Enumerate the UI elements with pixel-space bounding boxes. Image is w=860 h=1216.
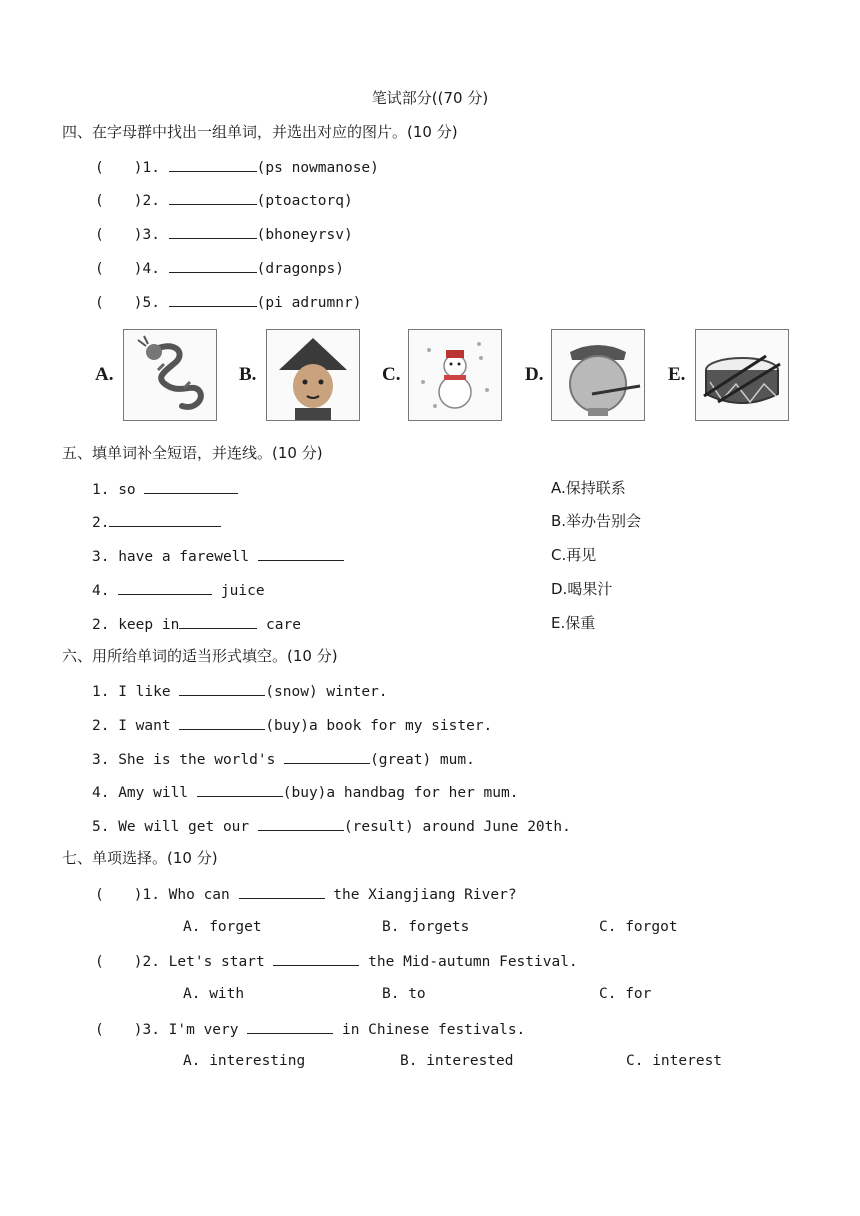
letter-group: (pi adrumnr) [256,295,362,311]
answer-blank[interactable] [169,156,257,172]
s7-q2-option-b[interactable]: B. to [382,986,426,1002]
sentence-text: 3. She is the world's [92,752,285,768]
boy-with-hat-icon [266,329,360,421]
sentence-text: (buy)a handbag for her mum. [282,785,519,801]
answer-paren[interactable]: ( [95,887,104,903]
question-text: )3. I'm very [133,1022,248,1038]
question-text: the Mid-autumn Festival. [359,954,578,970]
s6-item-5 [92,815,571,837]
s7-q3-option-b[interactable]: B. interested [400,1053,514,1069]
s5-meaning-d[interactable]: D.喝果汁 [551,580,613,598]
answer-paren[interactable]: ( [95,954,104,970]
snowman-icon [408,329,502,421]
page-title: 笔试部分((70 分) [371,89,489,107]
item-number: )4. [133,261,160,277]
s7-question-3 [95,1018,525,1040]
s4-item-1 [95,156,379,178]
answer-blank[interactable] [258,545,344,561]
sentence-text: 1. I like [92,684,180,700]
answer-blank[interactable] [284,748,370,764]
s7-q3-option-a[interactable]: A. interesting [183,1053,306,1069]
item-number: )5. [133,295,160,311]
answer-blank[interactable] [169,189,257,205]
picture-label-d: D. [525,364,544,385]
s5-meaning-a[interactable]: A.保持联系 [551,479,626,497]
answer-paren: ( [95,227,104,243]
answer-blank[interactable] [179,680,265,696]
phrase-text: 2. keep in [92,617,180,633]
answer-blank[interactable] [169,223,257,239]
s5-phrase-1 [92,478,238,500]
s5-meaning-c[interactable]: C.再见 [551,546,597,564]
question-text: )2. Let's start [133,954,274,970]
sentence-text: (result) around June 20th. [343,819,571,835]
answer-blank[interactable] [197,781,283,797]
letter-group: (ps nowmanose) [256,160,379,176]
section-7-heading: 七、单项选择。(10 分) [62,849,218,867]
letter-group: (dragonps) [256,261,344,277]
sentence-text: 5. We will get our [92,819,258,835]
letter-group: (ptoactorq) [256,193,353,209]
answer-blank[interactable] [179,714,265,730]
section-6-heading: 六、用所给单词的适当形式填空。(10 分) [62,647,338,665]
answer-paren[interactable]: ( [95,1022,104,1038]
s6-item-2 [92,714,492,736]
phrase-text: 4. [92,583,119,599]
phrase-text: 2. [92,515,110,531]
sentence-text: (buy)a book for my sister. [265,718,493,734]
sentence-text: (great) mum. [370,752,475,768]
section-4-heading: 四、在字母群中找出一组单词，并选出对应的图片。(10 分) [62,123,458,141]
s7-q1-option-a[interactable]: A. forget [183,919,262,935]
phrase-text: 1. so [92,482,145,498]
answer-blank[interactable] [169,257,257,273]
item-number: )2. [133,193,160,209]
answer-blank[interactable] [109,511,221,527]
s7-q2-option-c[interactable]: C. for [599,986,652,1002]
s5-phrase-2 [92,511,221,533]
s7-question-1 [95,883,517,905]
picture-label-a: A. [95,364,114,385]
answer-paren: ( [95,193,104,209]
answer-blank[interactable] [179,613,257,629]
s7-q1-option-c[interactable]: C. forgot [599,919,678,935]
s5-phrase-4 [92,579,265,601]
s4-item-3 [95,223,353,245]
phrase-text: 3. have a farewell [92,549,258,565]
s7-q3-option-c[interactable]: C. interest [626,1053,723,1069]
item-number: )3. [133,227,160,243]
section-5-heading: 五、填单词补全短语，并连线。(10 分) [62,444,323,462]
question-text: the Xiangjiang River? [324,887,517,903]
s4-item-2 [95,189,353,211]
question-text: in Chinese festivals. [333,1022,526,1038]
s5-meaning-e[interactable]: E.保重 [551,614,596,632]
s6-item-1 [92,680,388,702]
answer-blank[interactable] [247,1018,333,1034]
dragon-icon [123,329,217,421]
answer-blank[interactable] [239,883,325,899]
answer-blank[interactable] [273,950,359,966]
drum-icon [695,329,789,421]
honey-jar-icon [551,329,645,421]
answer-paren: ( [95,261,104,277]
answer-blank[interactable] [118,579,212,595]
answer-blank[interactable] [144,478,238,494]
item-number: )1. [133,160,160,176]
phrase-text: care [257,617,301,633]
s5-phrase-3 [92,545,344,567]
answer-paren: ( [95,160,104,176]
answer-paren: ( [95,295,104,311]
sentence-text: (snow) winter. [265,684,388,700]
s5-meaning-b[interactable]: B.举办告别会 [551,512,642,530]
picture-label-b: B. [239,364,257,385]
s7-q2-option-a[interactable]: A. with [183,986,245,1002]
s6-item-4 [92,781,518,803]
question-text: )1. Who can [133,887,239,903]
picture-label-c: C. [382,364,401,385]
letter-group: (bhoneyrsv) [256,227,353,243]
s6-item-3 [92,748,475,770]
s4-item-4 [95,257,344,279]
picture-label-e: E. [668,364,686,385]
answer-blank[interactable] [169,291,257,307]
s7-q1-option-b[interactable]: B. forgets [382,919,470,935]
sentence-text: 2. I want [92,718,180,734]
answer-blank[interactable] [258,815,344,831]
s7-question-2 [95,950,578,972]
s4-item-5 [95,291,361,313]
sentence-text: 4. Amy will [92,785,197,801]
phrase-text: juice [212,583,265,599]
s5-phrase-5 [92,613,301,635]
